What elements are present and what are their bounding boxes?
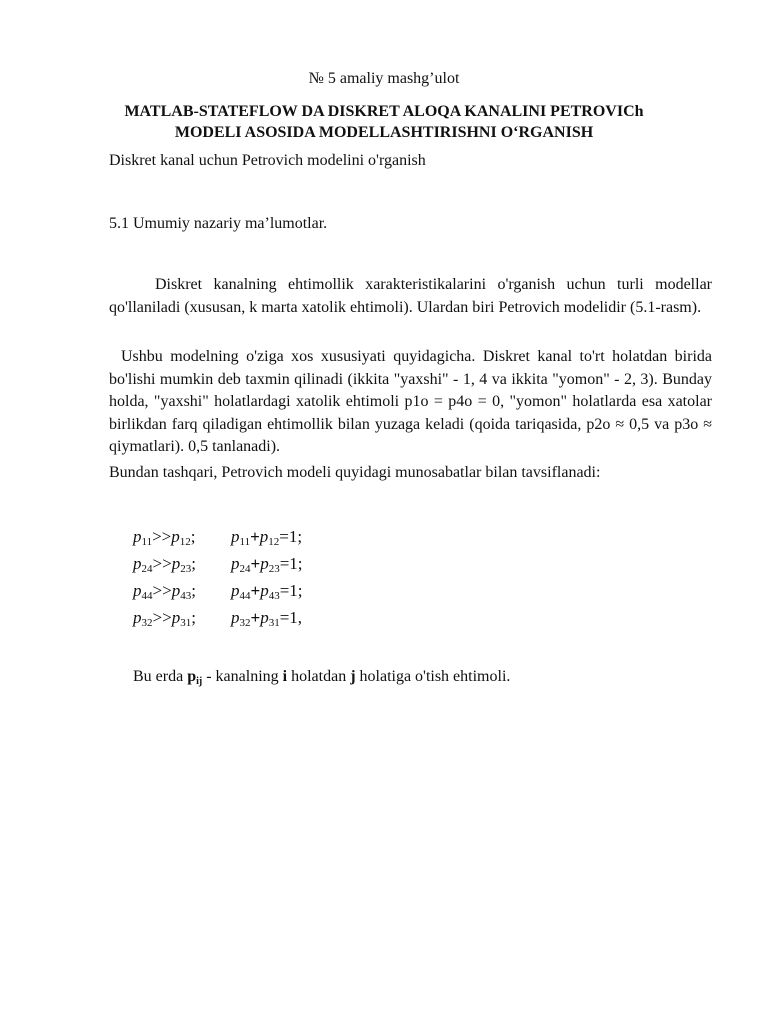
formula-row (133, 604, 303, 631)
subtitle: Diskret kanal uchun Petrovich modelini o'rganish (109, 152, 426, 169)
exercise-number: № 5 amaliy mashg’ulot (308, 70, 460, 87)
formula-inequality: $p_{24}>>p_{23}$; (133, 554, 196, 575)
formula-sum: $p_{11}+p_{12}=1$; (231, 527, 303, 548)
paragraph-model-description: Ushbu modelning o'ziga xos xususiyati quyidagicha. Diskret kanal to'rt holatdan birida bo'lishi mumkin deb taxmin qilinadi (ikkita "yaxshi" - 1, 4 va ikkita "yomon" - 2, 3). Bunday holda, "yaxshi" holatlardagi xatolik ehtimoli p1o = p4o = 0, "yomon" holatlarda esa xatolar birlikdan farq qiladigan ehtimollik bilan yuzaga keladi (qoida tariqasida, p2o ≈ 0,5 va p3o ≈ qiymatlari). 0,5 tanlanadi). (109, 348, 712, 455)
section-heading: 5.1 Umumiy nazariy ma’lumotlar. (109, 215, 328, 232)
formula-row (133, 550, 303, 577)
formula-inequality: $p_{44}>>p_{43}$; (133, 581, 196, 602)
paragraph-relations: Bundan tashqari, Petrovich modeli quyidagi munosabatlar bilan tavsiflanadi: (109, 464, 601, 481)
formula-inequality: $p_{11}>>p_{12}$; (133, 527, 196, 548)
formula-block (133, 523, 303, 631)
formula-sum: $p_{24}+p_{23}=1$; (231, 554, 303, 575)
paragraph-intro: Diskret kanalning ehtimollik xarakteristikalarini o'rganish uchun turli modellar qo'llaniladi (xususan, k marta xatolik ehtimoli). Ulardan biri Petrovich modelidir (5.1-rasm). (109, 276, 712, 316)
formula-sum: $p_{32}+p_{31}=1$, (231, 608, 303, 629)
formula-row (133, 523, 303, 550)
formula-row (133, 577, 303, 604)
formula-sum: $p_{44}+p_{43}=1$; (231, 581, 303, 602)
page-title: MATLAB-STATEFLOW DA DISKRET ALOQA KANALINI PETROVICh MODELI ASOSIDA MODELLASHTIRISHNI O‘RGANISH (124, 103, 644, 141)
formula-inequality: $p_{32}>>p_{31}$; (133, 608, 196, 629)
notation-note: Bu erda $p_{ij}$ - kanalning i holatdan j holatiga o'tish ehtimoli. (133, 668, 511, 687)
pij-symbol: $p_{ij}$ (187, 668, 203, 687)
